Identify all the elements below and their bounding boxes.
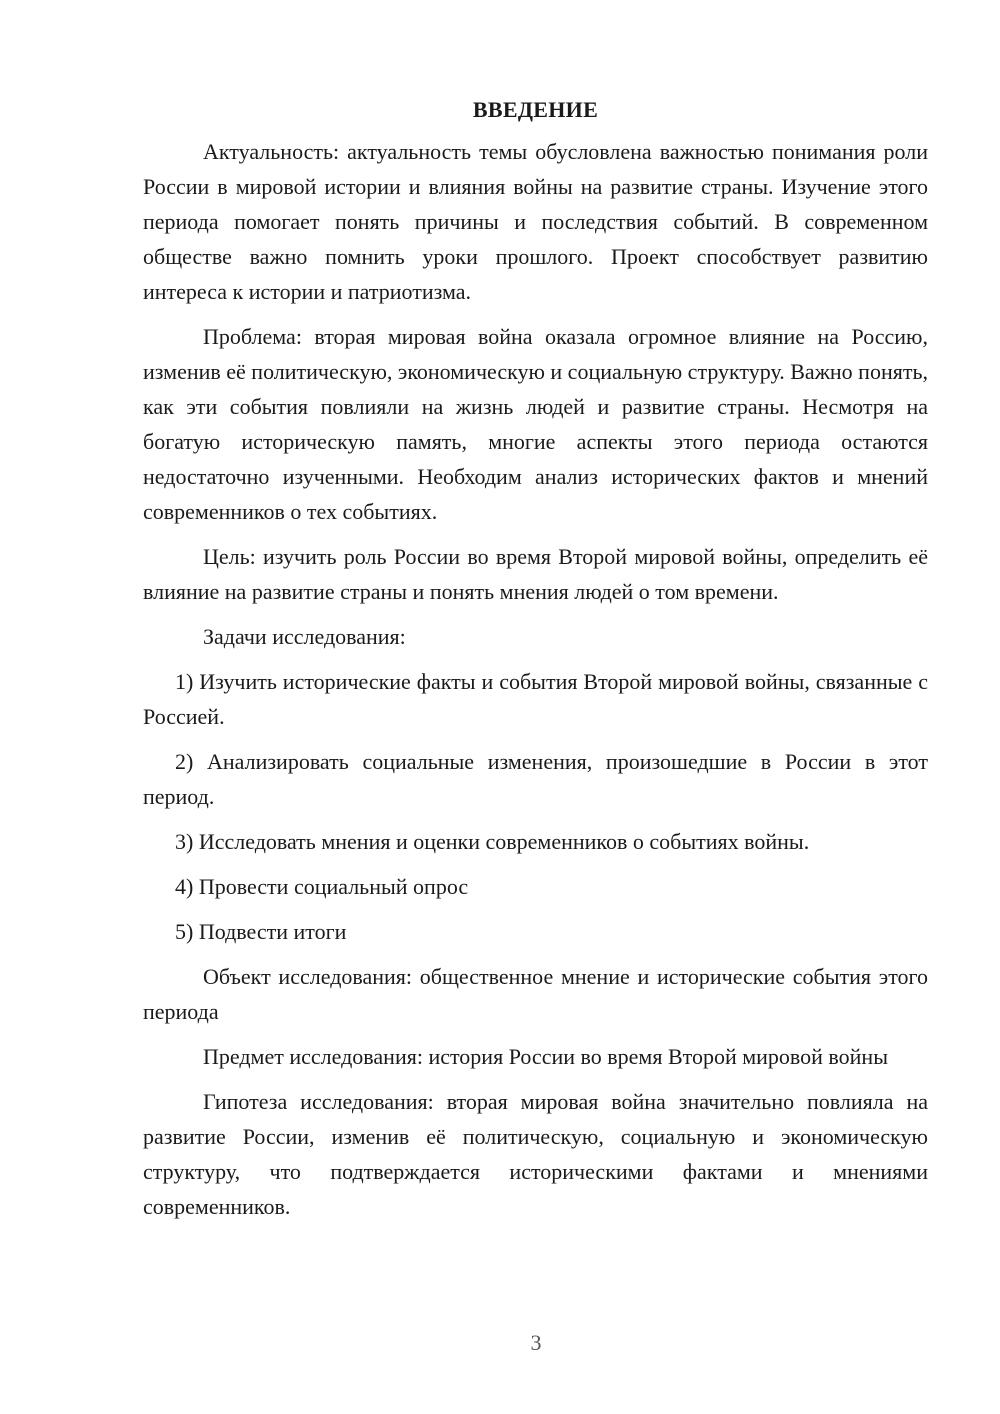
paragraph-relevance: Актуальность: актуальность темы обусловлена важностью понимания роли России в мировой истории и влияния войны на развитие страны. Изучение этого периода помогает понять причины и последствия событий. В современном обществе важно помнить уроки прошлого. Проект способствует развитию интереса к истории и патриотизма. — [143, 139, 928, 304]
paragraph-object: Объект исследования: общественное мнение и исторические события этого периода — [143, 964, 928, 1024]
task-item-5: 5) Подвести итоги — [175, 919, 347, 944]
paragraph-tasks-heading: Задачи исследования: — [203, 624, 406, 649]
section-title: ВВЕДЕНИЕ — [472, 97, 599, 122]
paragraph-subject: Предмет исследования: история России во время Второй мировой войны — [203, 1044, 888, 1069]
task-item-3: 3) Исследовать мнения и оценки современников о событиях войны. — [175, 829, 810, 854]
page-number: 3 — [530, 1330, 542, 1355]
task-item-2: 2) Анализировать социальные изменения, произошедшие в России в этот период. — [143, 749, 928, 809]
document-page — [143, 90, 928, 1234]
paragraph-goal: Цель: изучить роль России во время Второй мировой войны, определить её влияние на развитие страны и понять мнения людей о том времени. — [143, 544, 928, 604]
task-item-1: 1) Изучить исторические факты и события Второй мировой войны, связанные с Россией. — [143, 669, 928, 729]
paragraph-problem: Проблема: вторая мировая война оказала огромное влияние на Россию, изменив её политическую, экономическую и социальную структуру. Важно понять, как эти события повлияли на жизнь людей и развитие страны. Несмотря на богатую историческую память, многие аспекты этого периода остаются недостаточно изученными. Необходим анализ исторических фактов и мнений современников о тех событиях. — [143, 324, 928, 524]
paragraph-hypothesis: Гипотеза исследования: вторая мировая война значительно повлияла на развитие России, изменив её политическую, социальную и экономическую структуру, что подтверждается историческими фактами и мнениями современников. — [143, 1089, 928, 1219]
task-item-4: 4) Провести социальный опрос — [175, 874, 469, 899]
